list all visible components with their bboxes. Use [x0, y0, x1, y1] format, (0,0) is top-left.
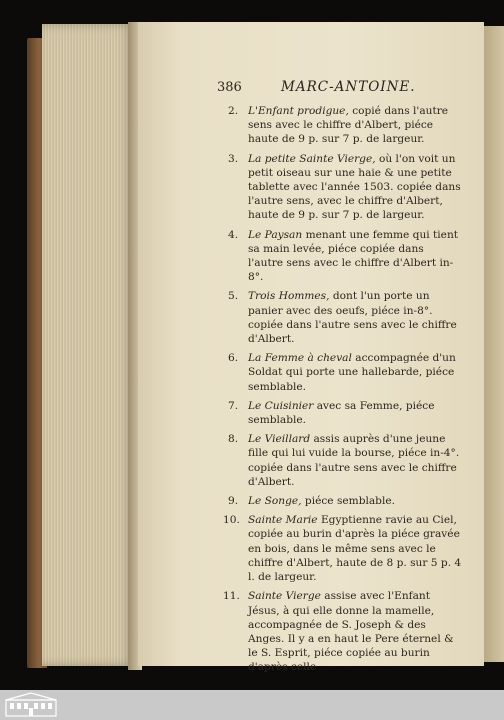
- entry-title: Sainte Vierge: [248, 590, 321, 603]
- entry-text: Egyptienne ravie au Ciel, copiée au burin d'après la piéce gravée en bois, dans le même sens avec le chiffre d'Albert, haute de 8 p. sur 5 p. 4 l. de largeur.: [248, 514, 462, 584]
- entry-text: assise avec l'Enfant Jésus, à qui elle donne la mamelle, accompagnée de S. Joseph & des Anges. Il y a en haut le Pere éternel & le S. Esprit, piéce copiée au burin d'après celle: [248, 590, 454, 674]
- entry-text: dont l'un porte un panier avec des oeufs, piéce in-8°. copiée dans l'autre sens avec le chiffre d'Albert.: [248, 290, 457, 346]
- catalogue-entry: [226, 432, 462, 489]
- entry-number: 9.: [228, 495, 239, 508]
- entry-number: 4.: [228, 228, 239, 241]
- entry-title: Sainte Marie: [248, 514, 318, 527]
- entry-text: où l'on voit un petit oiseau sur une haie & une petite tablette avec l'année 1503. copiée dans l'autre sens, avec le chiffre d'Albert, haute de 9 p. sur 7 p. de largeur.: [248, 152, 461, 222]
- catalogue-entry: [226, 399, 462, 427]
- entry-text: accompagnée d'un Soldat qui porte une hallebarde, piéce semblable.: [248, 352, 456, 393]
- entry-title: La petite Sainte Vierge,: [248, 152, 376, 165]
- entry-text: assis auprès d'une jeune fille qui lui vuide la bourse, piéce in-4°. copiée dans l'autre sens avec le chiffre d'Albert.: [248, 433, 460, 488]
- catalogue-entry: [226, 494, 462, 508]
- entry-number: 2.: [228, 105, 239, 117]
- entry-title: Le Paysan: [248, 228, 303, 241]
- entry-text: copié dans l'autre sens avec le chiffre d'Albert, piéce haute de 9 p. sur 7 p. de largeur.: [248, 105, 449, 146]
- entry-number: 6.: [228, 352, 239, 365]
- entry-text: menant une femme qui tient sa main levée, piéce copiée dans l'autre sens avec le chiffre d'Albert in-8°.: [248, 228, 459, 284]
- entry-number: 7.: [228, 399, 239, 412]
- catalogue-entry: [226, 289, 462, 346]
- catalogue-entry: [226, 351, 462, 394]
- catalogue-entry: [226, 152, 462, 223]
- running-head: MARC-ANTOINE.: [281, 79, 416, 95]
- entry-number: 5.: [228, 290, 239, 303]
- catalogue-entries: [223, 104, 462, 680]
- entry-title: Le Cuisinier: [248, 399, 314, 412]
- entry-text: avec sa Femme, piéce semblable.: [248, 399, 435, 427]
- page-number: 386: [217, 80, 242, 95]
- catalogue-entry: [223, 513, 462, 584]
- entry-title: La Femme à cheval: [248, 352, 352, 365]
- entry-title: L'Enfant prodigue,: [248, 105, 349, 117]
- facing-page-edge: [484, 26, 504, 662]
- entry-title: Trois Hommes,: [248, 290, 330, 303]
- entry-text: piéce semblable.: [301, 495, 395, 508]
- entry-number: 10.: [223, 514, 240, 527]
- entry-number: 8.: [228, 433, 239, 446]
- page-stack-edges: [42, 24, 134, 666]
- catalogue-entry: [223, 589, 462, 674]
- watermark-bar: [0, 690, 504, 720]
- entry-number: 3.: [228, 152, 239, 165]
- catalogue-entry: [226, 228, 462, 285]
- entry-number: 11.: [223, 590, 240, 603]
- entry-title: Le Vieillard: [248, 433, 311, 446]
- entry-title: Le Songe,: [248, 495, 302, 508]
- library-building-logo: [4, 692, 58, 718]
- catalogue-entry: [226, 104, 462, 147]
